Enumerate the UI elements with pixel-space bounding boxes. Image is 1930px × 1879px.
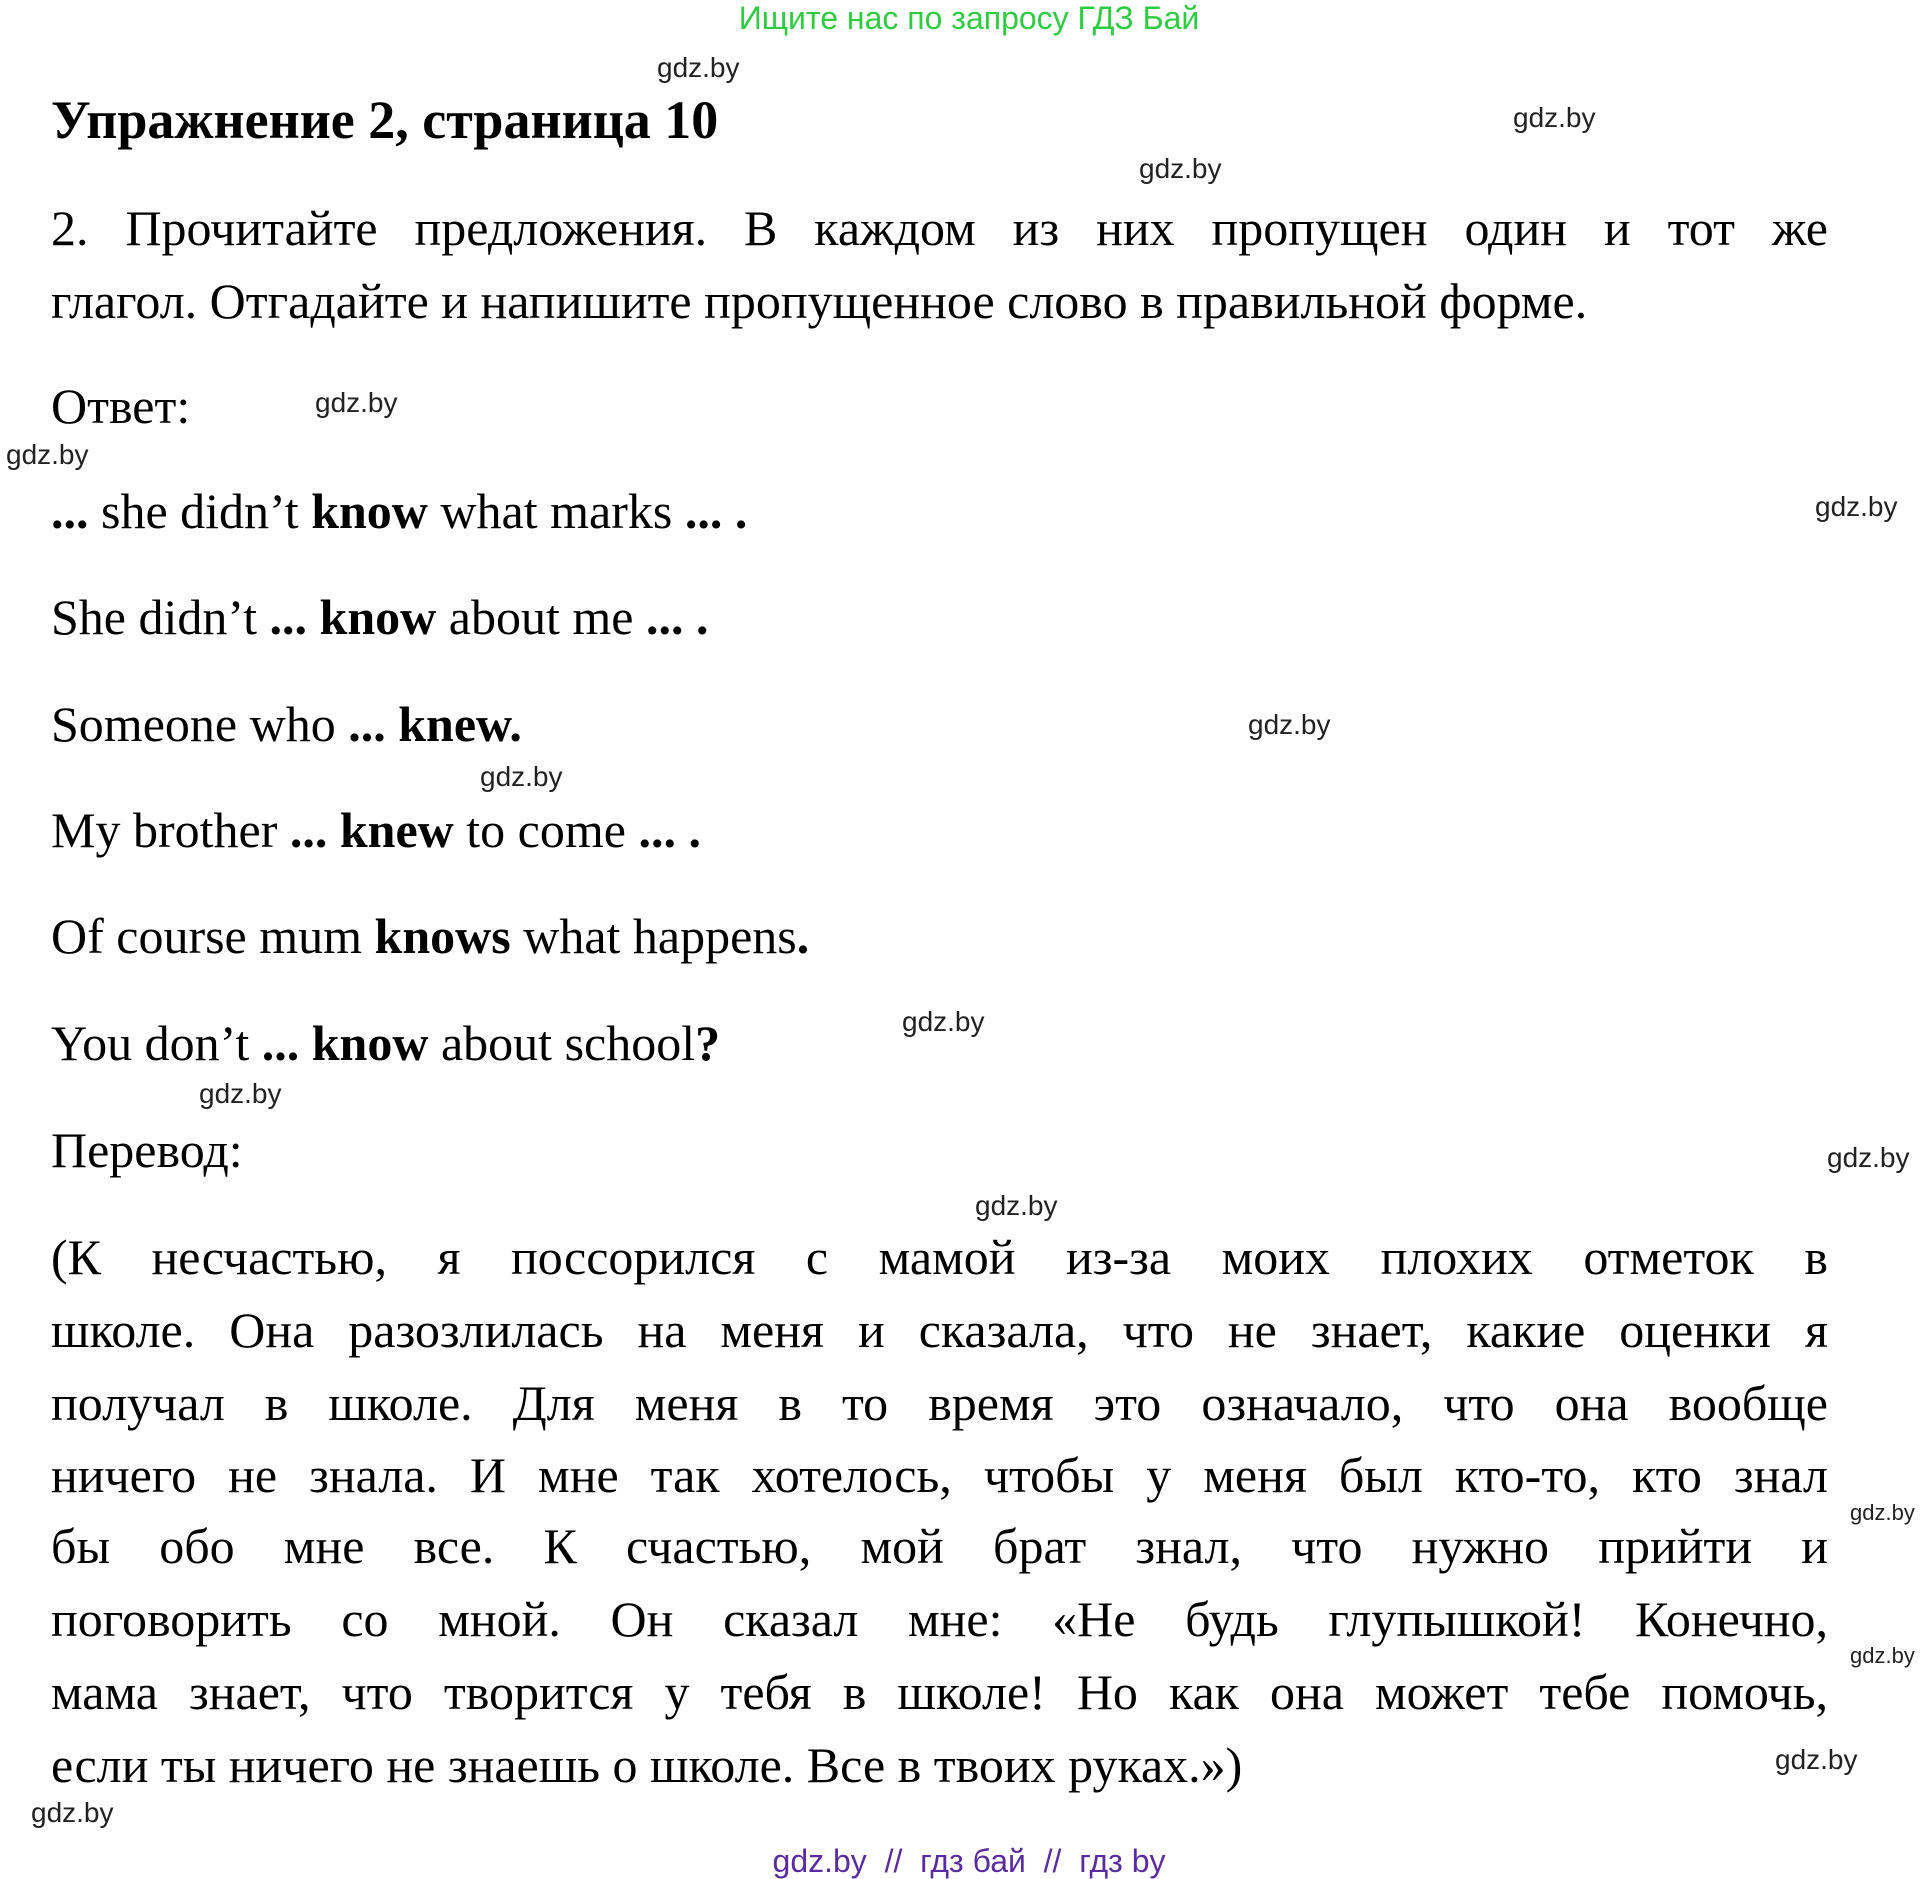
highlighted-word: ...	[51, 483, 101, 539]
answer-sentence	[51, 901, 809, 971]
page-title: Упражнение 2, страница 10	[51, 90, 719, 150]
sentence-text: about school	[428, 1015, 696, 1071]
translation-line: школе. Она разозлилась на меня и сказала, что не знает, какие оценки я	[51, 1302, 1828, 1358]
sentence-text: she didn’t	[101, 483, 312, 539]
watermark: gdz.by	[1513, 102, 1596, 133]
watermark: gdz.by	[1850, 1643, 1915, 1668]
sentence-text: to come	[453, 802, 639, 858]
translation-label: Перевод:	[51, 1122, 243, 1178]
translation-line: ничего не знала. И мне так хотелось, чтобы у меня был кто-то, кто знал	[51, 1447, 1828, 1503]
highlighted-word: knows	[374, 908, 511, 964]
translation-line: бы обо мне все. К счастью, мой брат знал, что нужно прийти и	[51, 1518, 1828, 1574]
search-banner: Ищите нас по запросу ГДЗ Бай	[738, 0, 1200, 36]
answer-sentence	[51, 476, 747, 546]
answer-label: Ответ:	[51, 378, 191, 434]
highlighted-word: ... know	[261, 1015, 429, 1071]
translation-line: получал в школе. Для меня в то время это означало, что она вообще	[51, 1375, 1828, 1431]
watermark: gdz.by	[6, 439, 89, 470]
sentence-text: what marks	[427, 483, 685, 539]
sentence-text: Someone who	[51, 696, 349, 752]
sentence-text: Of course mum	[51, 908, 375, 964]
watermark: gdz.by	[1248, 709, 1331, 740]
highlighted-word: ... know	[269, 589, 437, 645]
watermark: gdz.by	[975, 1190, 1058, 1221]
sentence-text: about me	[436, 589, 646, 645]
watermark: gdz.by	[1775, 1744, 1858, 1775]
watermark: gdz.by	[1850, 1500, 1915, 1525]
answer-sentence	[51, 1008, 720, 1078]
answer-sentence	[51, 795, 701, 865]
highlighted-word: ?	[695, 1015, 721, 1071]
watermark: gdz.by	[480, 761, 563, 792]
highlighted-word: ... .	[638, 802, 701, 858]
translation-line: (К несчастью, я поссорился с мамой из-за моих плохих отметок в	[51, 1229, 1828, 1285]
watermark: gdz.by	[1139, 153, 1222, 184]
watermark: gdz.by	[902, 1006, 985, 1037]
highlighted-word: ... .	[684, 483, 748, 539]
translation-line: мама знает, что творится у тебя в школе! Но как она может тебе помочь,	[51, 1664, 1828, 1720]
highlighted-word: .	[796, 908, 810, 964]
translation-line: поговорить со мной. Он сказал мне: «Не будь глупышкой! Конечно,	[51, 1591, 1828, 1647]
highlighted-word: ... knew.	[348, 696, 522, 752]
highlighted-word: ... knew	[289, 802, 454, 858]
watermark: gdz.by	[1815, 491, 1898, 522]
site-footer-links[interactable]: gdz.by // гдз бай // гдз by	[772, 1843, 1166, 1879]
answer-sentence	[51, 689, 522, 759]
sentence-text: She didn’t	[51, 589, 270, 645]
watermark: gdz.by	[657, 52, 740, 83]
watermark: gdz.by	[1827, 1142, 1910, 1173]
sentence-text: what happens	[510, 908, 797, 964]
translation-line: если ты ничего не знаешь о школе. Все в твоих руках.»)	[51, 1737, 1243, 1793]
highlighted-word: ... .	[645, 589, 709, 645]
highlighted-word: know	[311, 483, 428, 539]
instruction-line: глагол. Отгадайте и напишите пропущенное слово в правильной форме.	[51, 273, 1588, 329]
sentence-text: You don’t	[51, 1015, 262, 1071]
answer-sentence	[51, 582, 708, 652]
sentence-text: My brother	[51, 802, 290, 858]
watermark: gdz.by	[31, 1797, 114, 1828]
instruction-line: 2. Прочитайте предложения. В каждом из них пропущен один и тот же	[51, 200, 1828, 256]
watermark: gdz.by	[315, 387, 398, 418]
watermark: gdz.by	[199, 1078, 282, 1109]
